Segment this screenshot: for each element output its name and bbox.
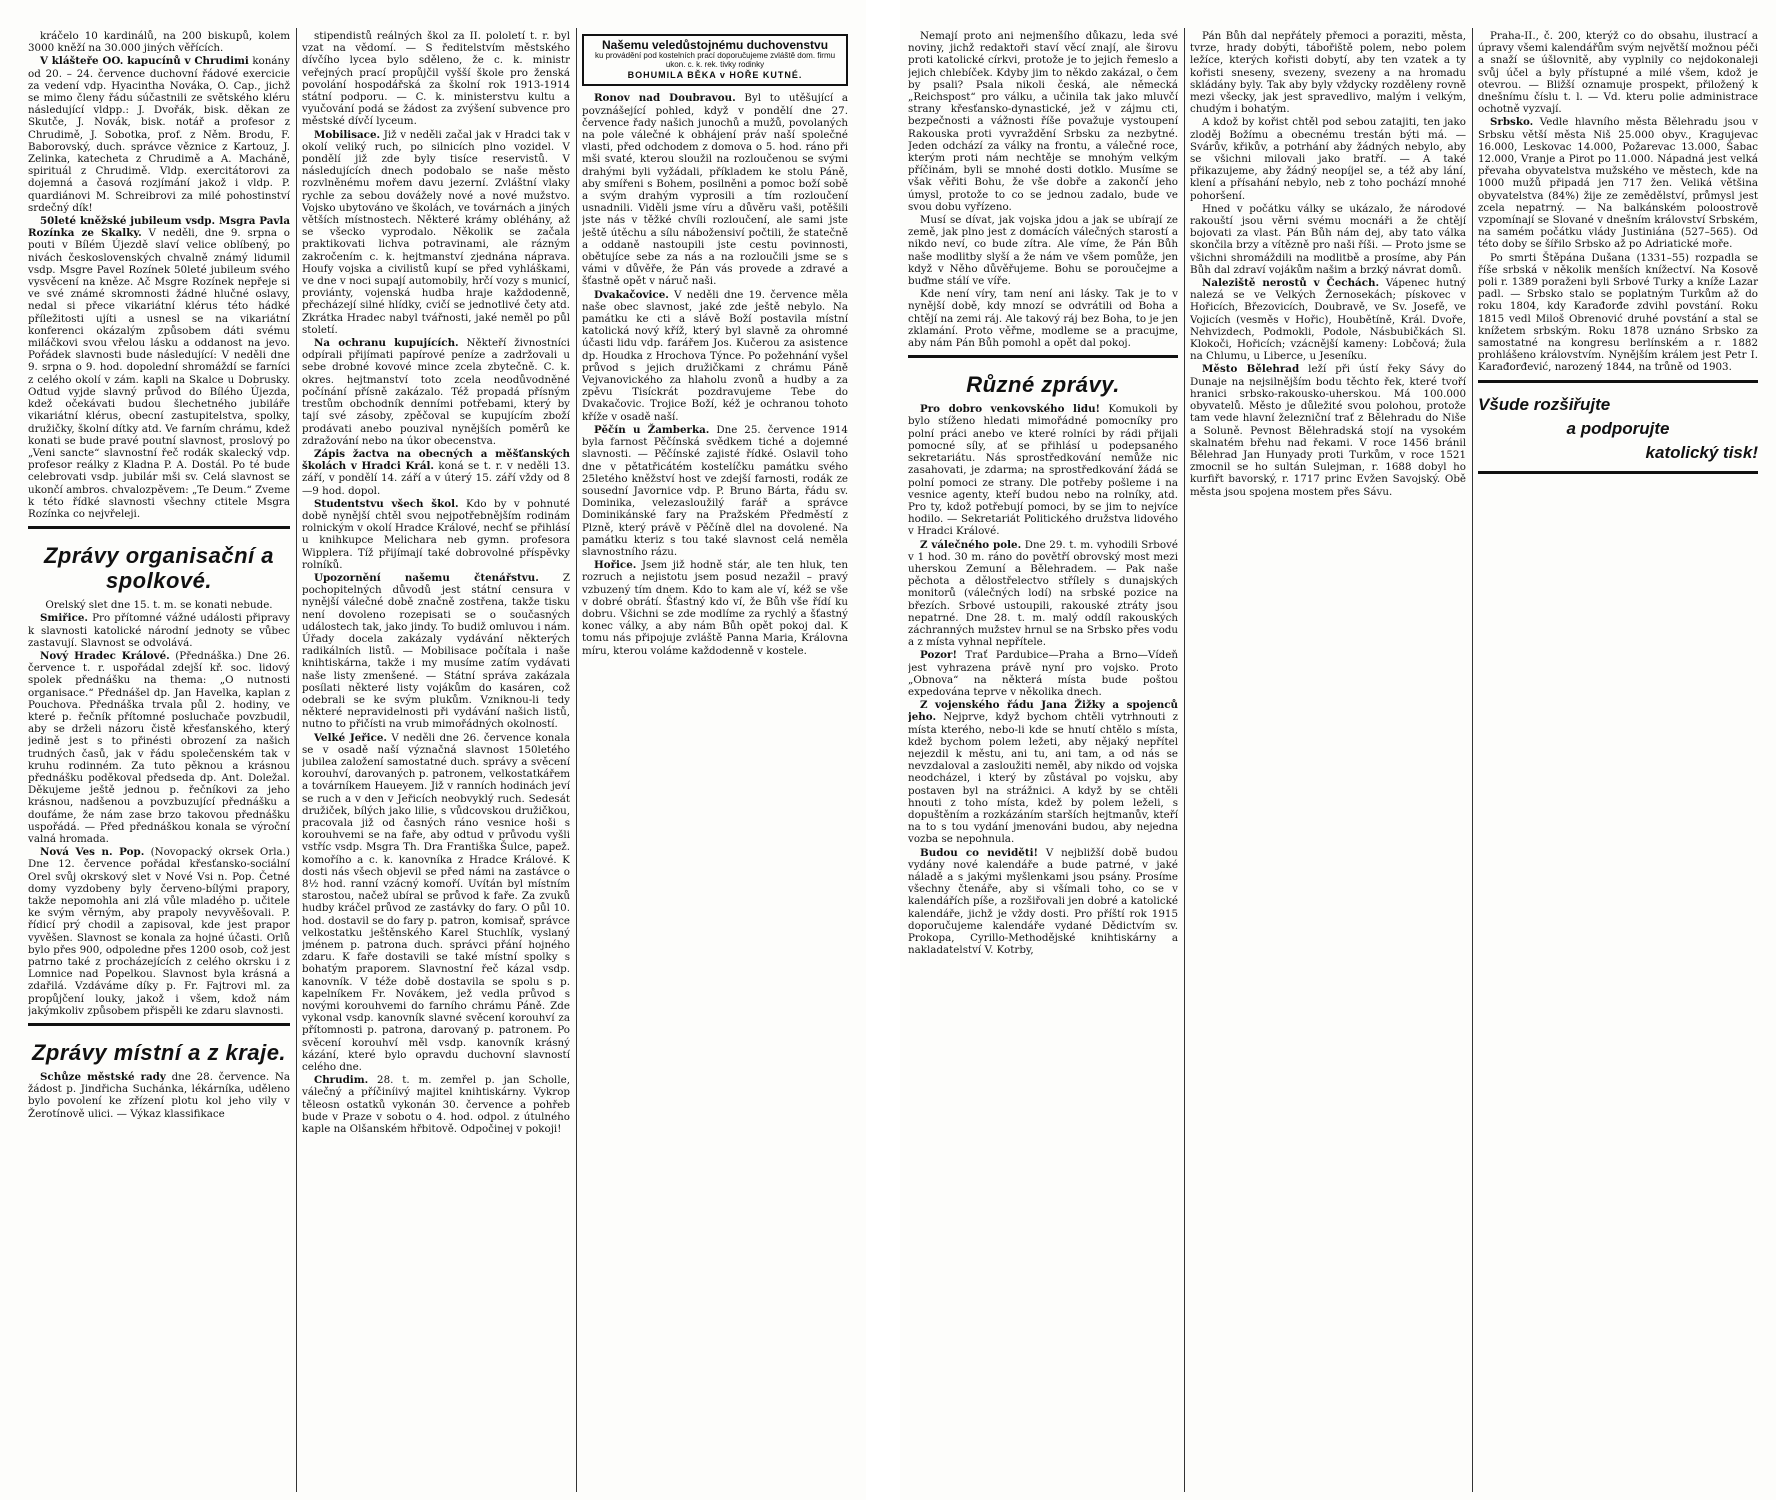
- article-headline: Pěčín u Žamberka.: [594, 423, 710, 436]
- article-headline: Mobilisace.: [314, 128, 381, 141]
- article-body: Vápenec hutný nalezá se ve Velkých Žernosekách; pískovec v Hořicích, Březovicích, Doubravě, ve Sv. Josefě, ve Vojicích (vesměs v Hořic), Houbětíně, Král. Dvoře, Nehvizdech, Podmokli, Podole, Násbubičkách Sl. Klokoči, Hořicích; vzácnější kameny: Lobčová; žula na Chlumu, u Liberce, u Jeseníku.: [1190, 277, 1466, 363]
- article-body: V neděli, dne 9. srpna o pouti v Bílém Újezdě slaví velice oblíbený, po nivách československých chvalně známý lidumil vsdp. Msgre Pavel Rozínek 50leté jubileum svého vysvěcení na kněze. Ač Msgre Rozínek nepřeje si ve své známé skromnosti žádné hlučné oslavy, nedal si přece vikariátní klérus této hádké příležitosti ujíti a usnesl se na vikariátní konferenci okázalým způsobem dáti svému miláčkovi svou vřelou lásku a oddanost na jevo. Pořádek slavnosti bude následující: V neděli dne 9. srpna o 9. hod. dopolední shromáždí se farníci z celého okolí v zám. kapli na Skalce u Dobrusky. Odtud vyjde slavný průvod do Bílého Újezda, kdež očekávati budou šlechetného jubiláře vikariátní klérus, obecní zastupitelstva, spolky, družičky, školní dítky atd. Ve farním chrámu, kdež konati se bude pravé poutní slavnost, proslový po „Veni sancte“ slavnostní řeč rodák skalecký vdp. profesor reálky z Kladna P. A. Dostál. Po té bude celebrovati vsdp. jubilár mši sv. Celá slavnost se ukončí ambros. chvalozpěvem: „Te Deum.“ Zveme k této řídké slavnosti všechny ctitele Msgra Rozínka co nejvřeleji.: [28, 227, 290, 520]
- article-paragraph: [28, 55, 290, 214]
- article-paragraph: [302, 732, 570, 1074]
- article-body: V nejbližší době budou vydány nové kalendáře a bude patrné, v jaké náladě a s jakými myšlenkami jsou psány. Prosíme všechny čtenáře, aby si všímali toho, co se v kalendářích píše, a rozšiřovali jen dobré a katolické kalendáře, jichž je vždy dosti. Pro příští rok 1915 doporučujeme kalendáře vydané Dědictvím sv. Prokopa, Cyrillo-Methodějské knihtiskárny a nakladatelství V. Kotrby,: [908, 846, 1178, 957]
- left-column-3: [582, 30, 848, 1490]
- article-paragraph: [908, 847, 1178, 957]
- article-headline: Upozornění našemu čtenářstvu.: [314, 571, 539, 584]
- article-headline: Naleziště nerostů v Čechách.: [1202, 277, 1380, 290]
- slogan-line: Všude rozšiřujte: [1478, 394, 1611, 414]
- article-headline: Studentstvu všech škol.: [314, 497, 459, 510]
- article-body: Jsem již hodně stár, ale ten hluk, ten rozruch a nejistotu jsem posud nezažil – pravý vzbuzený tím dnem. Kdo to kam ale ví, kéž se vše v dobré obrátí. Šťastný kdo ví, že Bůh vše řídí ku dobru. Všichni se zde modlíme za rychlý a šťastný konec války, a aby nám Bůh opět pokoj dal. K tomu nás připojuje zvláště Panna Maria, Královna míru, kterou voláme každodenně v kostele.: [582, 559, 848, 657]
- article-paragraph: [302, 448, 570, 497]
- article-paragraph: [1190, 363, 1466, 497]
- article-paragraph: [302, 1074, 570, 1135]
- article-paragraph: stipendistů reálných škol za II. pololetí t. r. byl vzat na vědomí. — S ředitelstvím městského dívčího lycea bylo sděleno, že c. k. ministr veřejných prací propůjčil vyšší škole pro ženská povolání hospodářská za školní rok 1913-1914 státní podporu. — C. k. ministerstvu kultu a vyučování podá se žádost za zvýšení subvence pro městské dívčí lyceum.: [302, 30, 570, 128]
- article-headline: Nový Hradec Králové.: [40, 649, 170, 662]
- article-headline: V klášteře OO. kapucínů v Chrudimi: [40, 55, 249, 68]
- article-headline: Hořice.: [594, 559, 637, 572]
- closing-slogan: [1478, 393, 1758, 465]
- article-body: Z pochopitelných důvodů jest státní censura v nynější válečné době značně zostřena, takže tisku není dovoleno rozepisati se o současných událostech tak, jako jindy. To budiž omluvou i nám. Úřady docela zakázaly vydávání některých radikálních listů. — Mobilisace počítala i naše knihtiskárna, takže i my musíme zatím vydávati naše listy zmenšené. — Státní správa zakázala posílati některé listy vojákům do kasáren, což odebrali se ke svým plukům. Vzniknou-li tedy některé nepravidelnosti při vydávání našich listů, nutno to přičísti na vrub mimořádných okolností.: [302, 571, 570, 731]
- section-divider: [908, 355, 1178, 358]
- article-body: Dne 29. t. m. vyhodili Srbové v 1 hod. 30 m. ráno do povětří obrovský most mezi uherskou Zemuní a Bělehradem. — Pak naše pěchota a dělostřelectvo střílely s dunajských monitorů (válečných lodí) na srbské pozice na březích. Srbové ustoupili, rakouské ztráty jsou nepatrné. Dne 28. t. m. malý oddíl rakouských záchranných mužstev hrnul se na Srbsko přes vodu a z místa vyhnal nepřítele.: [908, 538, 1178, 649]
- page-gutter: [866, 0, 900, 1500]
- advert-box: [582, 34, 848, 86]
- advert-title: Našemu veledůstojnému duchovenstvu: [601, 38, 829, 52]
- article-body: (Přednáška.) Dne 26. července t. r. uspořádal zdejší kř. soc. lidový spolek přednášku na thema: „O nutnosti organisace.“ Přednášel dp. Jan Havelka, kaplan z Pouchova. Přednáška trvala půl 2. hodiny, ve které p. řečník přítomné posluchače povzbudil, aby se drželi názoru čistě křesťanského, který jedině jest s to přinésti obrození za našich trudných časů, jak v řádu společenském tak v kruhu rodinném. Za tuto pěknou a krásnou přednášku poděkoval předseda dp. Ant. Doležal. Děkujeme ještě jednou p. řečníkovi za jeho krásnou, nadšenou a povzbuzující přednášku a doufáme, že nám zase brzo takovou přednášku uspořádá. — Před přednáškou konala se výroční valná hromada.: [28, 649, 290, 845]
- article-paragraph: A kdož by kořist chtěl pod sebou zatajiti, ten jako zloděj Božímu a obecnému trestán býti má. — Svárův, křikův, a potrhání aby žádných nebylo, aby se všichni milovali jako bratří. — A také přikazujeme, aby žádný neopíjel se, a též aby lání, klení a přísahání nebylo, neb z toho pochází mnohé pohoršení.: [1190, 116, 1466, 202]
- article-headline: 50leté kněžské jubileum vsdp. Msgra Pavla Rozínka ze Skalky.: [28, 215, 290, 240]
- article-body: Nejprve, když bychom chtěli vytrhnouti z místa kterého, nebo-li kde se hnutí chtělo s místa, kdež bychom polem ležeti, aby nějaký nepřítel nejezdil k městu, ani tu, ani tam, a od nás se nevzdaloval a zasloužiti neměl, aby nikdo od vojska neodcházel, i který by zůstával po vojsku, aby postaven byl na strážnici. A když by se chtěli hnouti z toho místa, kdež by polem leželi, s dopuštěním a rozkázáním starších hejtmanův, kteří na to s tou vydání jmenováni budou, aby nejedna vozba se nepohnula.: [908, 711, 1178, 846]
- section-divider: [28, 1023, 290, 1026]
- article-body: V neděli dne 26. července konala se v osadě naší význačná slavnost 150letého jubilea založení samostatné duch. správy a svěcení korouhví, darovaných p. patronem, velkostatkářem a továrníkem Haueyem. Již v ranních hodinách jeví se ruch a v den v Jeřicích neobvyklý ruch. Sedesát družiček, bílých jako lilie, s vůdcovskou družičkou, pracovala již od časných ráno vesnice hoši s korouhvemi se na faře, aby odtud v průvodu vyšli vstříc vsdp. Msgra Th. Dra Františka Šulce, papež. komořího a c. k. kanovníka z Hradce Králové. K dosti nás všech objevil se před námi na zastávce o 8½ hod. ranní vzácný komoří. Uvítán byl místním starostou, načež ubíral se průvod k faře. Za zvuků hudby kráčel průvod ze zastávky do fary. O půl 10. hod. dostavil se do fary p. patron, komisař, správce velkostatku ještěnského Karel Stuchlík, vyslaný jménem p. patrona duch. správci přání hojného zdaru. K faře dostavili se také místní spolky s bohatým praporem. Slavnostní řeč kázal vsdp. kanovník. V téže době dostavila se spolu s p. kapelníkem Fr. Novákem, jež vedla průvod s novými korouhvemi do farního chrámu Páně. Zde vykonal vsdp. kanovník slavné svěcení korouhví za přítomnosti p. patrona, darovaný p. patronem. Po svěcení korouhví měl vsdp. kanovník krásný kázání, které bylo opravdu duchovní slavností celého dne.: [302, 731, 570, 1074]
- article-headline: Smiřice.: [40, 612, 88, 625]
- article-body: Komukoli by bylo stíženo hledati mimořádné pomocníky pro polní práci anebo ve které rolníci by rádi přijali pomocné síly, ať se přihlásí u podepsaného sekretariátu. Nás sprostředkování nemůže nic zasahovati, je zdarma; na sprostředkování žádá se polní pomoci ze strany. Dle potřeby pošleme i na vesnice agenty, kteří budou nebo na rolníky, atd. Pro ty, kdož potřebují pomoci, by se jim to nejvíce hodilo. — Sekretariát Politického družstva lidového v Hradci Králové.: [908, 403, 1178, 538]
- article-paragraph: [302, 337, 570, 447]
- article-paragraph: Nemají proto ani nejmenšího důkazu, leda své noviny, jichž redaktoři staví věcí znají, ale širovu proti katolické církvi, protože je to jejich řemeslo a jejich chlebíček. Kdyby jim to někdo zakázal, o čem by psali? Psala nikoli česká, ale německá „Reichspost“ pro válku, a učinila tak jako mluvčí strany křesťansko-dynastické, jež v zájmu cti, bezpečnosti a vážnosti říše považuje vystoupení Rakouska proti vyvraždění Srbsku za nezbytné. Jeden odchází za války na frontu, a válečné roce, kterým proti nám nechtěje se mnohým velkým příčinám, byli se mnohé dosti dotklo. Musíme se však věřiti Bohu, že vše dobře a zakončí jeho úmysl, protože to co se jednou zadalo, bude ve svou dobu vyřízeno.: [908, 30, 1178, 213]
- slogan-line: a podporujte: [1566, 418, 1670, 438]
- article-paragraph: Hned v počátku války se ukázalo, že národové rakouští jsou věrni svému mocnáři a že chtějí bojovati za vlast. Pán Bůh nám dej, aby tato válka skončila brzy a vítězně pro naši říši. — Proto jsme se všichni shromáždili na modlitbě a prosíme, aby Pán Bůh dal zdraví vojákům našim a brzký návrat domů.: [1190, 202, 1466, 276]
- article-paragraph: [908, 699, 1178, 845]
- article-headline: Pro dobro venkovského lidu!: [920, 403, 1101, 416]
- article-body: 28. t. m. zemřel p. jan Scholle, válečný a příčiníivý majitel knihtiskárny. Vykrop těleosn ostatků vykonán 30. července a pohřeb bude v Praze v sobotu o 4. hod. odpol. z útulného kaple na Olšanském hřbitově. Odpočinej v pokoji!: [302, 1074, 570, 1136]
- column-rule: [1472, 28, 1473, 1492]
- article-paragraph: Po smrti Štěpána Dušana (1331–55) rozpadla se říše srbská v několik menších knížectví. Na Kosově poli r. 1389 poraženi byli Srbové Turky a kníže Lazar padl. — Srbsko stalo se poplatným Turkům až do roku 1804, kdy Karađorđe zdvihl povstání. Roku 1815 vedl Miloš Obrenović druhé povstání a stal se knížetem srbským. Roku 1878 uznáno Srbsko za samostatné na kongresu berlínském a r. 1882 prohlášeno královstvím. Nynějším králem jest Petr I. Karađorđević, narozený 1844, na trůně od 1903.: [1478, 251, 1758, 374]
- article-paragraph: [28, 650, 290, 845]
- article-body: koná se t. r. v neděli 13. září, v pondělí 14. září a v úterý 15. září vždy od 8—9 hod. dopol.: [302, 460, 570, 497]
- left-page: [0, 0, 866, 1500]
- column-rule: [296, 28, 297, 1492]
- section-heading: Zprávy organisační a spolkové.: [43, 543, 275, 594]
- article-paragraph: [302, 572, 570, 731]
- right-column-1: [908, 30, 1178, 1490]
- article-headline: Velké Jeřice.: [314, 731, 388, 744]
- article-body: Kdo by v pohnuté době nynější chtěl svou nejpotřebnějším rodinám rolnickým v okolí Hradce Králové, nechť se přihlásí u knihkupce Melichara neb gymn. profesora Wipplera. Tíž přijímají také dobrovolné příspěvky rolníků.: [302, 497, 570, 571]
- right-column-3: [1478, 30, 1758, 1490]
- article-paragraph: [28, 846, 290, 1017]
- article-body: Trať Pardubice—Praha a Brno—Vídeň jest vyhrazena právě nyní pro vojsko. Proto „Obnova“ na některá místa bude poštou expedována teprve v několika dnech.: [908, 649, 1178, 698]
- article-headline: Nová Ves n. Pop.: [40, 846, 145, 859]
- article-paragraph: Pán Bůh dal nepřátely přemoci a poraziti, města, tvrze, hrady dobýti, tábořiště polem, nebo polem ležíce, kterých kořisti dobytí, aby ten vzatek a ty kořisti sneseny, svezeny, svezeny a na hromadu skládány byly. Tak aby byly vždycky rozděleny rovně mezi všecky, jak jest spravedlivo, malým i velkým, chudým i bohatým.: [1190, 30, 1466, 116]
- article-headline: Na ochranu kupujících.: [314, 337, 459, 350]
- article-headline: Z vojenského řádu Jana Žižky a spojenců jeho.: [908, 699, 1178, 724]
- article-paragraph: Musí se dívat, jak vojska jdou a jak se ubírají ze země, jak plno jest z domácích válečných starostí a nikdo neví, co bude zítra. Ale víme, že Pán Bůh naše modlitby slyší a že nám ve všem pomůže, jen když v Něho důvěřujeme. Bohu se poroučejme a buďme stálí ve víře.: [908, 214, 1178, 288]
- left-column-2: [302, 30, 570, 1490]
- article-paragraph: Orelský slet dne 15. t. m. se konati nebude.: [45, 599, 273, 612]
- slogan-line: katolický tisk!: [1645, 442, 1758, 462]
- article-headline: Z válečného pole.: [920, 538, 1022, 551]
- article-paragraph: [1478, 116, 1758, 250]
- article-body: dne 28. července. Na žádost p. Jindřicha Suchánka, lékárníka, uděleno bylo povolení ke zřízení plotu kol jeho vily v Žerotínově ulici. — Výkaz klassifikace: [28, 1071, 290, 1120]
- article-body: V neděli dne 19. července měla naše obec slavnost, jaké zde ještě nebylo. Na památku ke cti a slávě Boží postavila místní katolická nový kříž, který byl slavně za ohromné účasti lidu vdp. farářem Jos. Kučerou za asistence dp. Houdka z Hrochova Týnce. Po požehnání vyšel průvod s jejich družičkami z chrámu Páně Vejvanovického za hlaholu zvonů a hudby a za zpěvu Tisíckrát pozdravujeme Tebe do Dvakačovic. Trojice Boží, kéž je ochranou tohoto kříže v osadě naší.: [582, 288, 848, 423]
- section-heading: Různé zprávy.: [966, 372, 1120, 398]
- article-headline: Pozor!: [920, 649, 957, 662]
- section-divider: [1478, 471, 1758, 474]
- article-paragraph: Praha-II., č. 200, kterýž co do obsahu, ilustrací a úpravy všemi kalendářům svým největší možnou péči a snaží se úšlovnitě, aby vyplnily co nejdokonaleji svůj účel a byly přístupné a milé všem, kdož je otevrou. — Bližší oznamuje prospekt, přiložený k dnešnímu číslu t. l. — Vd. kteru polie administrace ochotně vyzvají.: [1478, 30, 1758, 116]
- article-paragraph: [1190, 277, 1466, 362]
- article-paragraph: [582, 424, 848, 558]
- section-divider: [28, 526, 290, 529]
- article-paragraph: [28, 1071, 290, 1120]
- right-page: [900, 0, 1776, 1500]
- article-body: leží při ústí řeky Sávy do Dunaje na nejsilnějším bodu těchto řek, které tvoří hranici srbsko-rakousko-uherskou. Má 100.000 obyvatelů. Město je důležité svou polohou, protože tam vede hlavní železniční trať z Bělehradu do Niše a Soluně. Pevnost Bělehradská stojí na vysokém skalnatém břehu nad řekami. V roce 1456 bránil Bělehrad Jan Hunyady proti Turkům, v roce 1521 zmocnil se ho sultán Sulejman, r. 1688 dobyl ho kurfiřt bavorský, r. 1717 princ Evžen Savojský. Obě města jsou spojena mostem přes Sávu.: [1190, 363, 1466, 498]
- article-headline: Schůze městské rady: [40, 1071, 166, 1084]
- article-body: Dne 25. července 1914 byla farnost Pěčínská svědkem tiché a dojemné slavnosti. — Pěčínské zajisté řídké. Oslavil toho dne v pětatřicátém kostelíčku památku svého 25letého kněžství host ve zdejší farnosti, rodák ze sousední Javornice vdp. P. Bruno Bárta, řádu sv. Dominika, velezasloužilý farář a správce Dominikánské fary na Pražském Předměstí z Plzně, který právě v Pěčíně dlel na dovolené. Na památku kteriz s tou také slavnost celá neměla slavnostního rázu.: [582, 423, 848, 558]
- left-column-1: [28, 30, 290, 1490]
- article-headline: Město Bělehrad: [1202, 363, 1300, 376]
- article-headline: Dvakačovice.: [594, 288, 669, 301]
- article-paragraph: [582, 289, 848, 423]
- article-body: Pro přítomné vážné události připravy k slavnosti katolické národní jednoty se vůbec zastavují. Slavnost se odvolává.: [28, 612, 290, 649]
- article-paragraph: [908, 539, 1178, 649]
- column-rule: [1184, 28, 1185, 1492]
- section-heading: Zprávy místní a z kraje.: [31, 1040, 287, 1066]
- article-headline: Budou co neviděti!: [920, 846, 1039, 859]
- advert-firm: BOHUMILA BĚKA v HOŘE KUTNÉ.: [627, 70, 803, 81]
- article-headline: Chrudim.: [314, 1074, 369, 1087]
- article-paragraph: [302, 498, 570, 571]
- article-body: Již v neděli začal jak v Hradci tak v okolí veliký ruch, po silnicích plno vozidel. V pondělí již zde byly tisíce reservistů. V následujících dnech podobalo se naše město rozvlněnému mořem davu jezerní. Zvláštní vlaky rychle za sebou dovážely nové a nové mužstvo. Vojsko ubytováno ve školách, ve továrnách a jiných větších místnostech. Některé krámy obléhány, až se všecko vyprodalo. Několik se začala praktikovati lichva potravinami, ale rázným zakročením c. k. hejtmanství zjednána náprava. Houfy vojska a civilistů kupí se před vyhláškami, ve dne v noci supají automobily, hrčí vozy s municí, proviánty, vojenská hudba hraje každodenně, přecházejí silné hlídky, cvičí se jednotlivé čety atd. Zkrátka Hradec nabyl tvářnosti, jaké neměl po půl století.: [302, 128, 570, 336]
- section-divider: [1478, 380, 1758, 383]
- article-paragraph: [28, 612, 290, 649]
- column-rule: [576, 28, 577, 1492]
- article-paragraph: Kde není víry, tam není ani lásky. Tak je to v nynější době, kdy mnozí se odvrátili od Boha a chtějí na zemi ráj. Ale takový ráj bez Boha, to je jen zklamání. Proto věřme, modleme se a pracujme, aby nám Pán Bůh pomohl a opět dal pokoj.: [908, 288, 1178, 350]
- article-body: Byl to utěšující a povznášející pohled, když v pondělí dne 27. července řady našich junochů a mužů, povolaných na pole válečné k obhájení práv naší společné vlasti, před odchodem z domova o 5. hod. ráno při mši svaté, kterou sloužil na rozloučenou se svými drahými byli vyžádali, příkladem ke stolu Páně, aby smířeni s Bohem, posilněni a pomoc boží sobě a svým drahým vyprosili a tím rozloučení usnadnili. Viděli jsme víru a důvěru vaši, potěšili jste nás v těžké chvíli rozloučení, ale sami jste ještě útěchu a sílu nábožensiví počtili, že statečně a oddaně nastoupili jste cestu povinnosti, obětujíce sebe za nás a na rozloučili jsme se s vámi v důvěře, že Pán vás provede a zdravé a šťastně opět v náruč naši.: [582, 92, 848, 288]
- article-headline: Ronov nad Doubravou.: [594, 92, 736, 105]
- article-paragraph: [28, 215, 290, 520]
- advert-text: ku provádění pod kostelních prací doporučujeme zvláště dom. firmu ukon. c. k. rek. tivky rodinky: [594, 51, 836, 70]
- article-paragraph: kráčelo 10 kardinálů, na 200 biskupů, kolem 3000 kněží na 30.000 jiných věřících.: [28, 30, 290, 55]
- article-headline: Srbsko.: [1490, 116, 1534, 129]
- article-paragraph: [582, 559, 848, 657]
- article-headline: Zápis žactva na obecných a měšťanských školách v Hradci Král.: [302, 447, 570, 473]
- article-paragraph: [582, 92, 848, 287]
- article-body: konány od 20. – 24. července duchovní řádové exercicie za vedení vdp. Hyacintha Nováka, O. Cap., jichž se mimo členy řádu súčastnili ze světského kléru následující vldpp.: J. Dvořák, bisk. děkan ze Skutče, J. Novák, bisk. notář a profesor z Chrudimě, J. Sobotka, prof. z Něm. Brodu, F. Baborovský, duch. správce věznice z Kartouz, J. Zelinka, katecheta z Chrudimě a A. Macháně, spirituál z Chrudimě. Vldp. exercitátorovi za dojemná a časová rozjímání jakož i vldp. P. quardiánovi M. Schreibrovi za milé pohostinství srdečný dík!: [28, 55, 290, 214]
- right-column-2: [1190, 30, 1466, 1490]
- article-paragraph: [908, 649, 1178, 698]
- article-body: Vedle hlavního města Bělehradu jsou v Srbsku větší města Niš 25.000 obyv., Kragujevac 16.000, Leskovac 14.000, Požarevac 13.000, Šabac 12.000, Vranje a Pirot po 11.000. Nápadná jest velká převaha obyvatelstva mužského ve městech, kde na 1000 mužů připadá jen 717 žen. Veliká většina obyvatelstva (84%) žije ze zemědělství, průmysl jest zcela nepatrný. — Na balkánském poloostrově vzpomínají se Slované v dnešním království Srbském, na samém počátku vlády Justiniána (527–565). Od této doby se šířilo Srbsko až po Adriatické moře.: [1478, 116, 1758, 251]
- article-body: Někteří živnostníci odpírali přijímati papírové peníze a zadržovali u sebe drobné kovové mince zcela zbytečně. C. k. okres. hejtmanství toto zcela neodůvodněné počínání přísně zakázalo. Též propadá přísným trestům obchodník denními potřebami, který by tají své zásoby, zpěčoval se kupujícím zboží prodávati anebo pouzival nynějších poměrů ke zdražování nebo na úkor obecenstva.: [302, 337, 570, 447]
- article-body: (Novopacký okrsek Orla.) Dne 12. července pořádal křesťansko-sociální Orel svůj okrskový slet v Nové Vsi n. Pop. Četné domy vyzdobeny byly červeno-bílými prapory, takže nepomohla ani zlá vůle mladého p. učitele ke svým věrným, aby prapoly nevyvěšovali. P. řídicí prý chodil a zapisoval, kde jest prapor vyvěšen. Slavnost se konala za hojné účasti. Orlů bylo přes 900, odpoledne přes 1200 osob, což jest patrno také z procházejících z celého okrsku i z Lomnice nad Popelkou. Slavnost byla krásná a zdařilá. Vzdáváme díky p. Fr. Fajtrovi ml. za propůjčení louky, jakož i všem, kdož nám jakýmkoliv způsobem přispěli ke zdaru slavnosti.: [28, 846, 290, 1017]
- article-paragraph: [908, 403, 1178, 537]
- article-paragraph: [302, 129, 570, 336]
